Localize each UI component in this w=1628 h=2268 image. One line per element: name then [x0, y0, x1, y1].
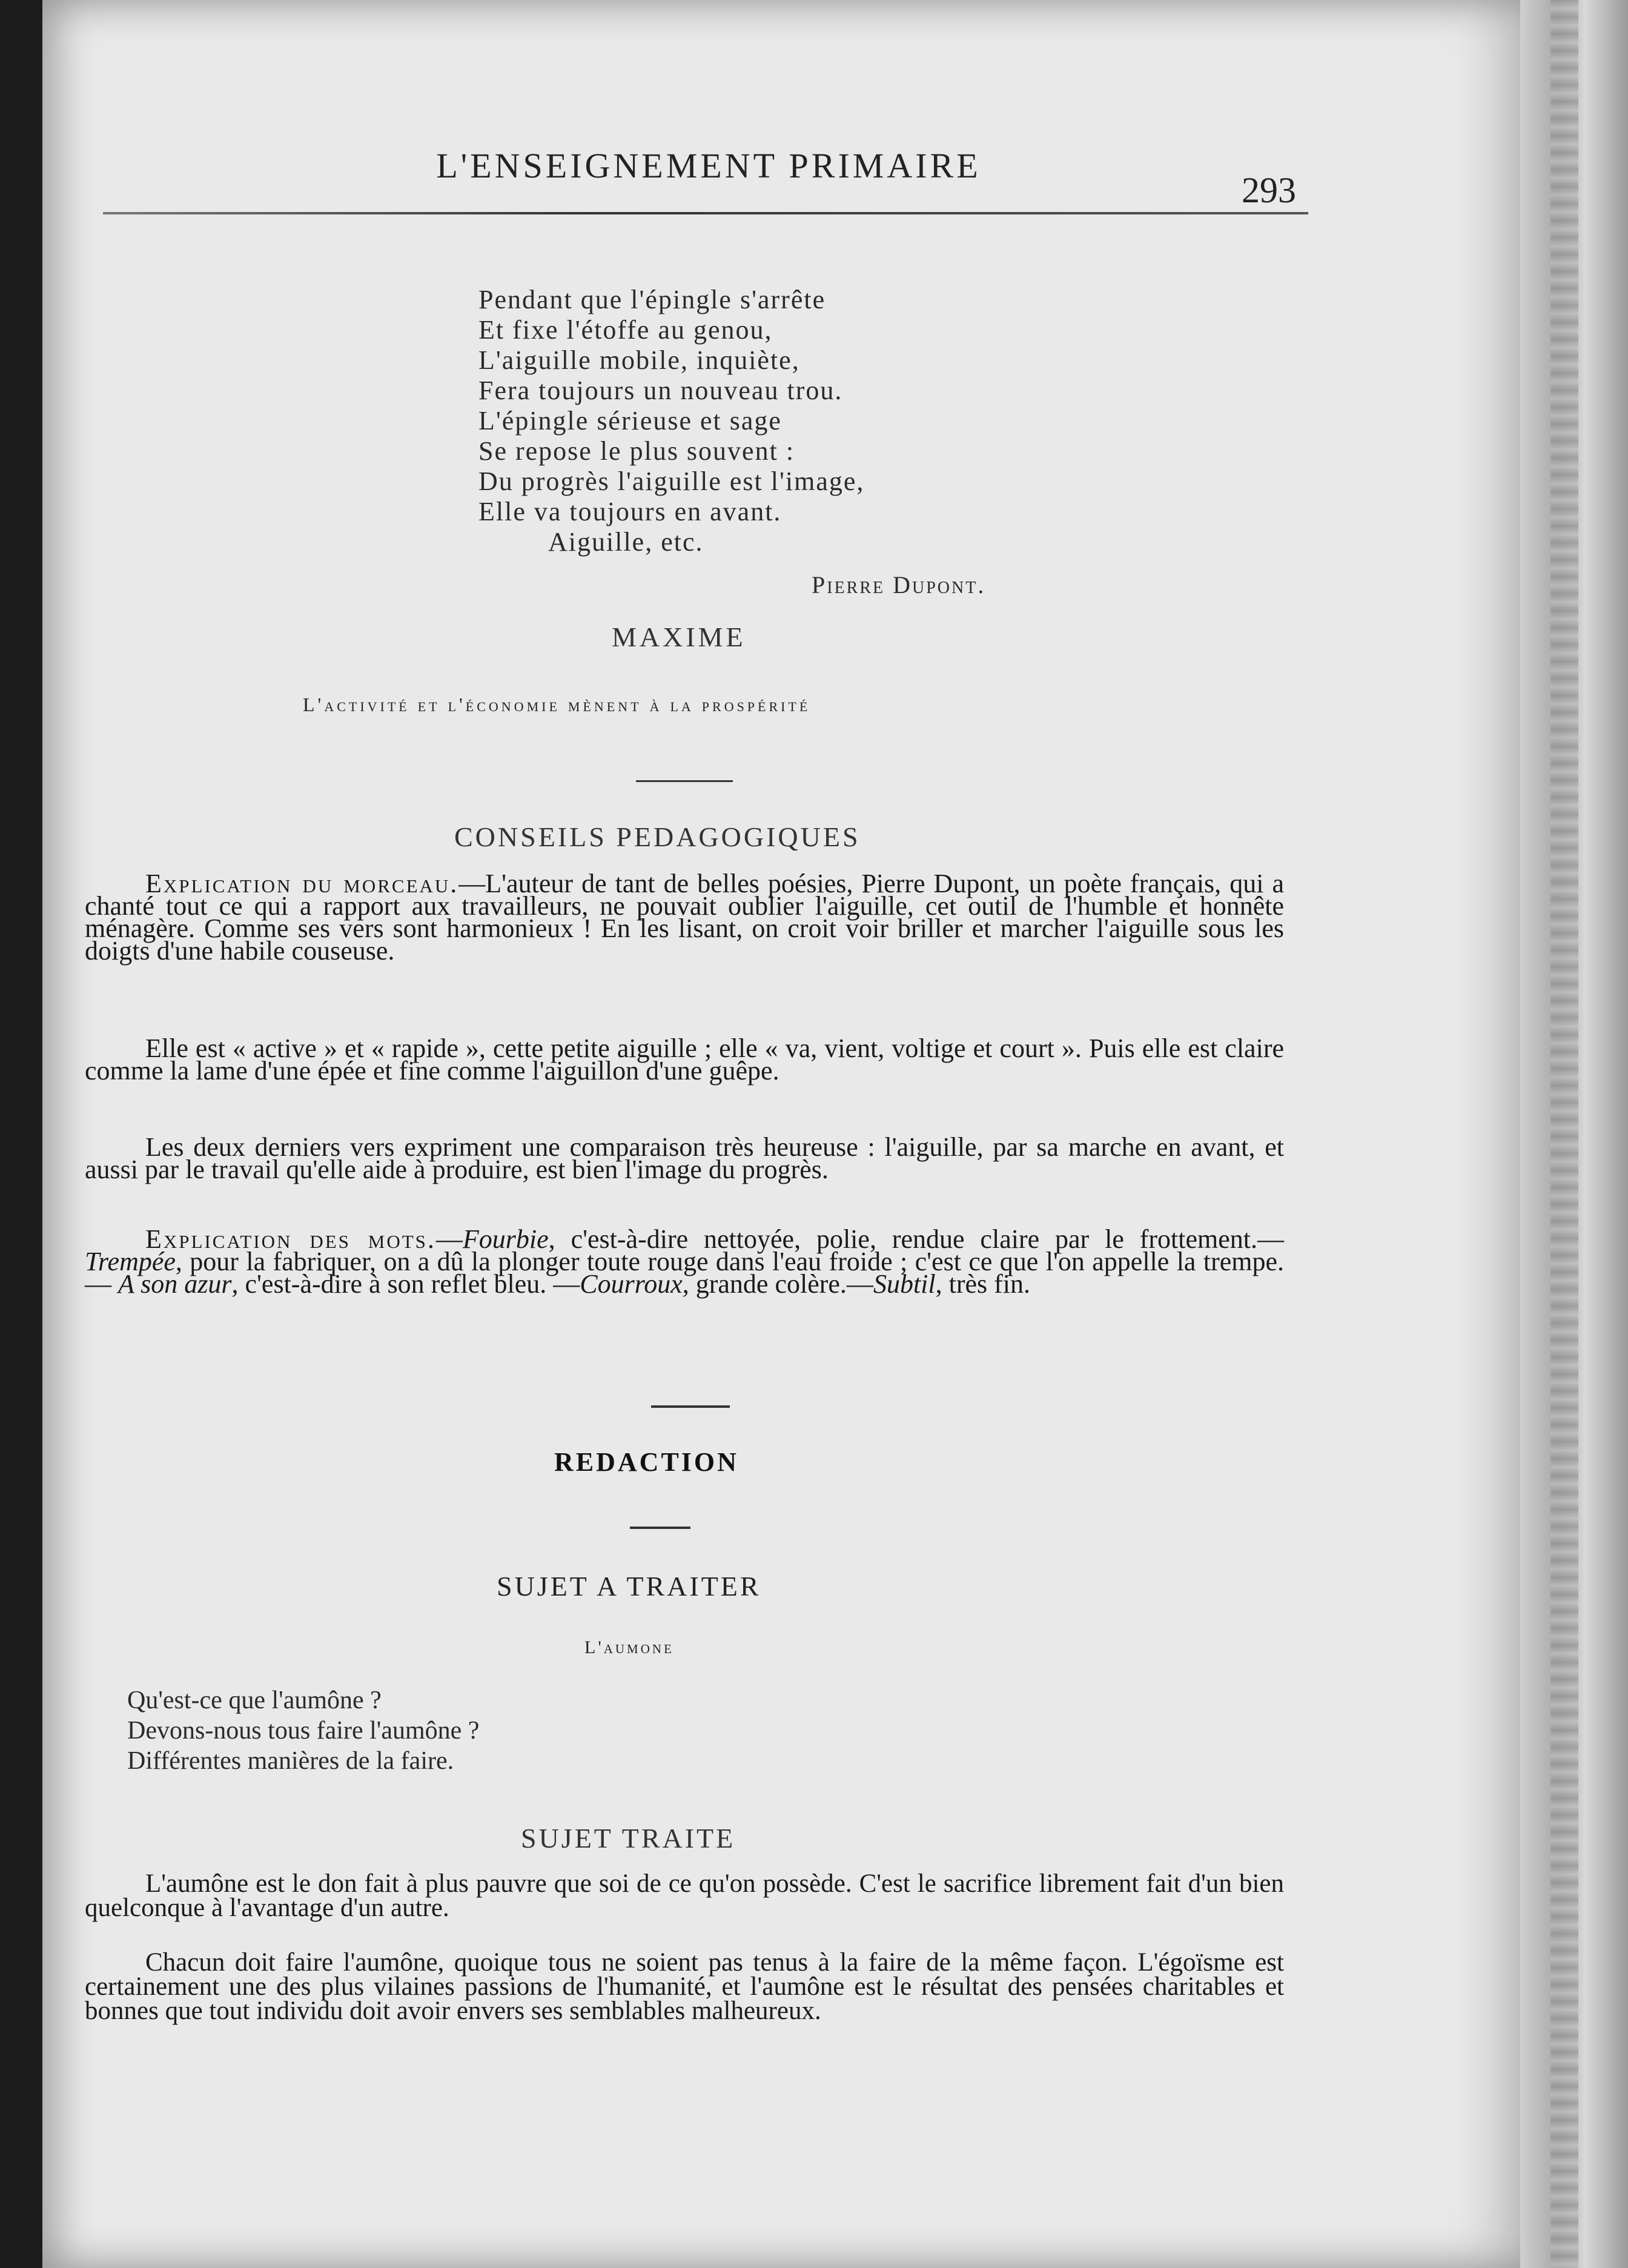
paragraph-active-rapide — [85, 1033, 1284, 1086]
glossary-text: , pour la fabriquer, on a dû la plonger toute rouge dans l'eau froide ; c'est ce que l'on appelle la trempe.— — [85, 1247, 1284, 1299]
glossary-text: , grande colère.— — [682, 1269, 873, 1299]
glossary-word: Courroux — [580, 1269, 683, 1299]
subject-title: L'aumone — [584, 1637, 674, 1657]
page-number: 293 — [1242, 170, 1296, 210]
glossary-word: A son azur — [118, 1269, 232, 1299]
paragraph-aumone-definition — [85, 1869, 1284, 1922]
question-item: Différentes manières de la faire. — [127, 1747, 454, 1775]
poem-author: Pierre Dupont. — [812, 571, 986, 598]
section-divider — [636, 780, 733, 782]
poem-refrain: Aiguille, etc. — [548, 527, 704, 557]
poem-line: Elle va toujours en avant. — [478, 497, 782, 526]
paragraph-text: Chacun doit faire l'aumône, quoique tous ne soient pas tenus à la faire de la même façon. L'égoïsme est certainement une des plus vilaines passions de l'humanité, et l'aumône est le résultat des pensées charitables et bonnes que tout individu doit avoir envers ses semblables malheureux. — [85, 1948, 1284, 2025]
glossary-word: Fourbie — [462, 1224, 549, 1254]
paragraph-text: L'aumône est le don fait à plus pauvre que soi de ce qu'on possède. C'est le sacrifice librement fait d'un bien quelconque à l'avantage d'un autre. — [85, 1869, 1284, 1922]
paragraph-text: —L'auteur de tant de belles poésies, Pierre Dupont, un poète français, qui a chanté tout ce qui a rapport aux travailleurs, ne pouvait oublier l'aiguille, cet outil de l'humble et honnête ménagère. Comme ses vers sont harmonieux ! En les lisant, on croit voir briller et marcher l'aiguille sous les doigts d'une habile couseuse. — [85, 869, 1284, 966]
question-item: Qu'est-ce que l'aumône ? — [127, 1686, 382, 1714]
poem-line: Et fixe l'étoffe au genou, — [478, 315, 773, 345]
glossary-text: , c'est-à-dire à son reflet bleu. — — [231, 1269, 580, 1299]
poem-line: Du progrès l'aiguille est l'image, — [478, 466, 865, 496]
glossary-text: , c'est-à-dire nettoyée, polie, rendue claire par le frottement.— — [548, 1224, 1284, 1254]
section-divider — [651, 1405, 730, 1408]
paragraph-label: Explication des mots. — [145, 1224, 436, 1254]
paragraph-text: Les deux derniers vers expriment une comparaison très heureuse : l'aiguille, par sa marche en avant, et aussi par le travail qu'elle aide à produire, est bien l'image du progrès. — [85, 1132, 1284, 1184]
paragraph-text: Elle est « active » et « rapide », cette petite aiguille ; elle « va, vient, voltige et court ». Puis elle est claire comme la lame d'une épée et fine comme l'aiguillon d'une guêpe. — [85, 1033, 1284, 1086]
glossary-word: Trempée — [85, 1247, 176, 1276]
paragraph-label: Explication du morceau. — [145, 869, 459, 898]
section-divider — [630, 1527, 690, 1529]
paragraph-explication-morceau — [85, 869, 1284, 966]
poem-line: Fera toujours un nouveau trou. — [478, 376, 843, 405]
question-item: Devons-nous tous faire l'aumône ? — [127, 1717, 480, 1745]
sujet-a-traiter-heading: SUJET A TRAITER — [497, 1571, 761, 1602]
paragraph-explication-mots: Explication des mots.—Fourbie, c'est-à-dire nettoyée, polie, rendue claire par le frottement.—Trempée, pour la fabriquer, on a dû la plonger toute rouge dans l'eau froide ; c'est ce que l'on appelle la trempe.— A son azur, c'est-à-dire à son reflet bleu. —Courroux, grande colère.—Subtil, très fin. — [85, 1224, 1284, 1299]
poem-line: Se repose le plus souvent : — [478, 436, 795, 466]
glossary-text: , très fin. — [935, 1269, 1031, 1299]
sujet-traite-heading: SUJET TRAITE — [521, 1823, 736, 1854]
poem — [478, 285, 864, 557]
maxime-text: L'activité et l'économie mènent à la prospérité — [303, 694, 811, 715]
poem-line: L'épingle sérieuse et sage — [478, 406, 782, 436]
maxime-heading: MAXIME — [612, 622, 746, 652]
poem-line: Pendant que l'épingle s'arrête — [478, 285, 826, 314]
glossary-word: Subtil — [873, 1269, 936, 1299]
conseils-heading: CONSEILS PEDAGOGIQUES — [454, 821, 861, 852]
paragraph-aumone-devoir — [85, 1948, 1284, 2025]
header-rule — [103, 212, 1308, 214]
binding-strip — [1550, 0, 1578, 2268]
redaction-heading: REDACTION — [554, 1447, 739, 1477]
running-title: L'ENSEIGNEMENT PRIMAIRE — [436, 146, 981, 185]
poem-line: L'aiguille mobile, inquiète, — [478, 345, 800, 375]
question-list — [127, 1685, 479, 1776]
paragraph-derniers-vers — [85, 1132, 1284, 1184]
